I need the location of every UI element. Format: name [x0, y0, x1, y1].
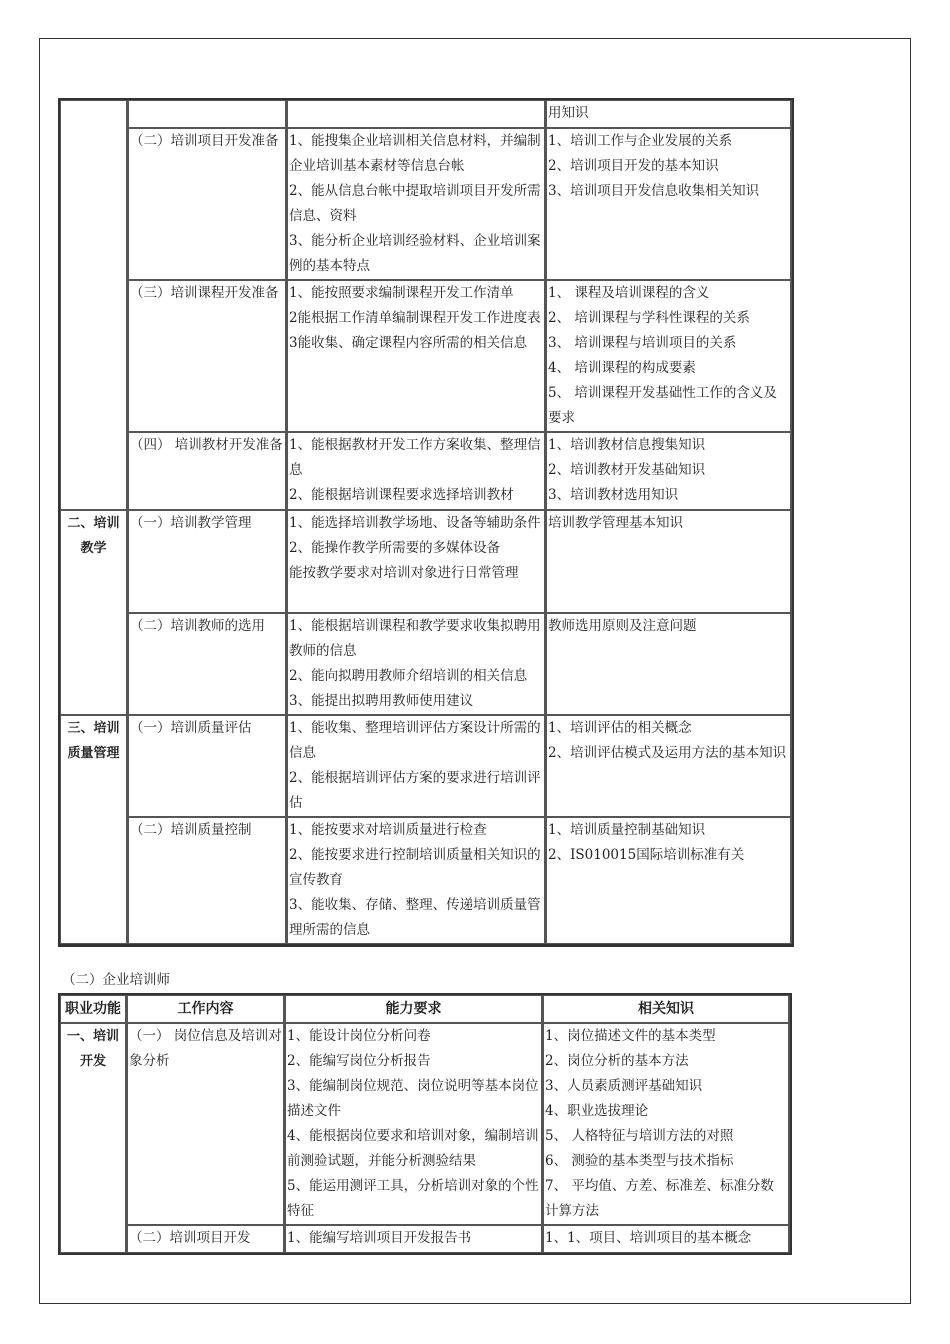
knowledge-line: 2、 培训课程与学科性课程的关系 — [548, 310, 750, 326]
knowledge-line: 1、1、项目、培训项目的基本概念 — [545, 1230, 752, 1246]
knowledge-cell — [546, 613, 792, 715]
table-row — [60, 1023, 790, 1225]
ability-line: 2、能根据培训评估方案的要求进行培训评估 — [289, 770, 541, 811]
ability-line: 3、能编制岗位规范、岗位说明等基本岗位描述文件 — [287, 1078, 539, 1119]
ability-line: 3、能分析企业培训经验材料、企业培训案例的基本特点 — [289, 233, 541, 274]
function-cell — [60, 510, 128, 715]
content-cell — [128, 715, 287, 817]
content-cell — [127, 1225, 285, 1253]
ability-cell — [287, 128, 546, 280]
knowledge-line: 3、 培训课程与培训项目的关系 — [548, 335, 737, 351]
content-text: （二）培训项目开发准备 — [130, 133, 279, 149]
ability-cell — [287, 100, 546, 128]
knowledge-line: 1、培训工作与企业发展的关系 — [548, 133, 733, 149]
knowledge-line: 1、培训教材信息搜集知识 — [548, 437, 706, 453]
knowledge-line: 2、岗位分析的基本方法 — [545, 1053, 689, 1069]
content-text: （二）培训项目开发 — [129, 1230, 251, 1246]
knowledge-cell — [546, 100, 792, 128]
knowledge-line: 1、 课程及培训课程的含义 — [548, 285, 710, 301]
content-cell — [127, 1023, 285, 1225]
table-row — [60, 280, 792, 432]
table-row — [60, 613, 792, 715]
knowledge-cell — [546, 432, 792, 510]
knowledge-cell — [543, 1023, 790, 1225]
ability-line: 1、能编写培训项目开发报告书 — [287, 1230, 472, 1246]
training-table-continued — [58, 98, 794, 947]
content-text: （一） 岗位信息及培训对象分析 — [129, 1028, 282, 1069]
content-text: （一）培训质量评估 — [130, 720, 252, 736]
ability-line: 2、能按要求进行控制培训质量相关知识的宣传教育 — [289, 847, 541, 888]
ability-cell — [287, 510, 546, 613]
content-text: （三）培训课程开发准备 — [130, 285, 279, 301]
knowledge-line: 1、岗位描述文件的基本类型 — [545, 1028, 716, 1044]
content-text: （二）培训质量控制 — [130, 822, 252, 838]
ability-line: 2、能操作教学所需要的多媒体设备 — [289, 540, 501, 556]
knowledge-line: 5、 人格特征与培训方法的对照 — [545, 1128, 734, 1144]
ability-line: 能按教学要求对培训对象进行日常管理 — [289, 565, 519, 581]
knowledge-line: 4、职业选拔理论 — [545, 1103, 649, 1119]
ability-line: 1、能按要求对培训质量进行检查 — [289, 822, 487, 838]
ability-line: 2、能根据培训课程要求选择培训教材 — [289, 487, 514, 503]
content-cell — [128, 613, 287, 715]
ability-line: 1、能设计岗位分析问卷 — [287, 1028, 431, 1044]
knowledge-line: 3、人员素质测评基础知识 — [545, 1078, 703, 1094]
table-row — [60, 715, 792, 817]
content-text: （四） 培训教材开发准备 — [130, 437, 283, 453]
knowledge-line: 7、 平均值、方差、标准差、标准分数计算方法 — [545, 1178, 774, 1219]
knowledge-line: 1、培训评估的相关概念 — [548, 720, 692, 736]
content-cell — [128, 510, 287, 613]
function-cell — [60, 715, 128, 944]
ability-line: 1、能根据培训课程和教学要求收集拟聘用教师的信息 — [289, 618, 541, 659]
content-cell — [128, 280, 287, 432]
content-text: （二）培训教师的选用 — [130, 618, 265, 634]
ability-line: 5、能运用测评工具，分析培训对象的个性特征 — [287, 1178, 539, 1219]
function-text: 一、培训开发 — [66, 1029, 119, 1069]
ability-cell — [287, 280, 546, 432]
knowledge-cell — [546, 817, 792, 944]
knowledge-line: 1、培训质量控制基础知识 — [548, 822, 706, 838]
ability-line: 1、能选择培训教学场地、设备等辅助条件 — [289, 515, 541, 531]
ability-line: 2、能编写岗位分析报告 — [287, 1053, 431, 1069]
ability-cell — [285, 1225, 543, 1253]
content-cell — [128, 128, 287, 280]
content-cell — [128, 432, 287, 510]
ability-line: 1、能收集、整理培训评估方案设计所需的信息 — [289, 720, 541, 761]
ability-line: 2、能向拟聘用教师介绍培训的相关信息 — [289, 668, 528, 684]
table-row — [60, 128, 792, 280]
function-cell — [60, 100, 128, 510]
knowledge-line: 用知识 — [548, 105, 589, 121]
knowledge-line: 教师选用原则及注意问题 — [548, 618, 697, 634]
section-title: （二）企业培训师 — [62, 972, 170, 988]
knowledge-line: 3、培训教材选用知识 — [548, 487, 679, 503]
function-text: 二、培训教学 — [67, 516, 120, 556]
header-function: 职业功能 — [60, 995, 127, 1023]
ability-line: 3能收集、确定课程内容所需的相关信息 — [289, 335, 528, 351]
knowledge-cell — [543, 1225, 790, 1253]
content-cell — [128, 100, 287, 128]
knowledge-line: 5、 培训课程开发基础性工作的含义及要求 — [548, 385, 777, 426]
table-row — [60, 432, 792, 510]
ability-line: 2能根据工作清单编制课程开发工作进度表 — [289, 310, 541, 326]
content-text: （一）培训教学管理 — [130, 515, 252, 531]
header-ability: 能力要求 — [285, 995, 543, 1023]
enterprise-trainer-table — [58, 993, 792, 1255]
knowledge-cell — [546, 715, 792, 817]
function-text: 三、培训质量管理 — [67, 721, 120, 761]
ability-cell — [287, 817, 546, 944]
content-cell — [128, 817, 287, 944]
ability-line: 4、能根据岗位要求和培训对象，编制培训前测验试题，并能分析测验结果 — [287, 1128, 539, 1169]
table-row — [60, 1225, 790, 1253]
ability-line: 1、能根据教材开发工作方案收集、整理信息 — [289, 437, 541, 478]
ability-cell — [287, 715, 546, 817]
header-content: 工作内容 — [127, 995, 285, 1023]
table-row — [60, 817, 792, 944]
ability-line: 2、能从信息台帐中提取培训项目开发所需信息、资料 — [289, 183, 541, 224]
ability-line: 1、能搜集企业培训相关信息材料，并编制企业培训基本素材等信息台帐 — [289, 133, 541, 174]
ability-cell — [285, 1023, 543, 1225]
knowledge-cell — [546, 280, 792, 432]
knowledge-line: 2、培训项目开发的基本知识 — [548, 158, 719, 174]
ability-cell — [287, 432, 546, 510]
header-row — [60, 995, 790, 1023]
knowledge-line: 3、培训项目开发信息收集相关知识 — [548, 183, 760, 199]
knowledge-line: 2、培训评估模式及运用方法的基本知识 — [548, 745, 787, 761]
knowledge-line: 培训教学管理基本知识 — [548, 515, 683, 531]
ability-cell — [287, 613, 546, 715]
ability-line: 3、能提出拟聘用教师使用建议 — [289, 693, 474, 709]
ability-line: 1、能按照要求编制课程开发工作清单 — [289, 285, 514, 301]
ability-line: 3、能收集、存储、整理、传递培训质量管理所需的信息 — [289, 897, 541, 938]
knowledge-line: 4、 培训课程的构成要素 — [548, 360, 696, 376]
table-row — [60, 510, 792, 613]
knowledge-cell — [546, 510, 792, 613]
knowledge-line: 6、 测验的基本类型与技术指标 — [545, 1153, 734, 1169]
knowledge-line: 2、IS010015国际培训标准有关 — [548, 847, 745, 863]
knowledge-line: 2、培训教材开发基础知识 — [548, 462, 706, 478]
function-cell — [60, 1023, 127, 1253]
header-knowledge: 相关知识 — [543, 995, 790, 1023]
knowledge-cell — [546, 128, 792, 280]
table-row — [60, 100, 792, 128]
